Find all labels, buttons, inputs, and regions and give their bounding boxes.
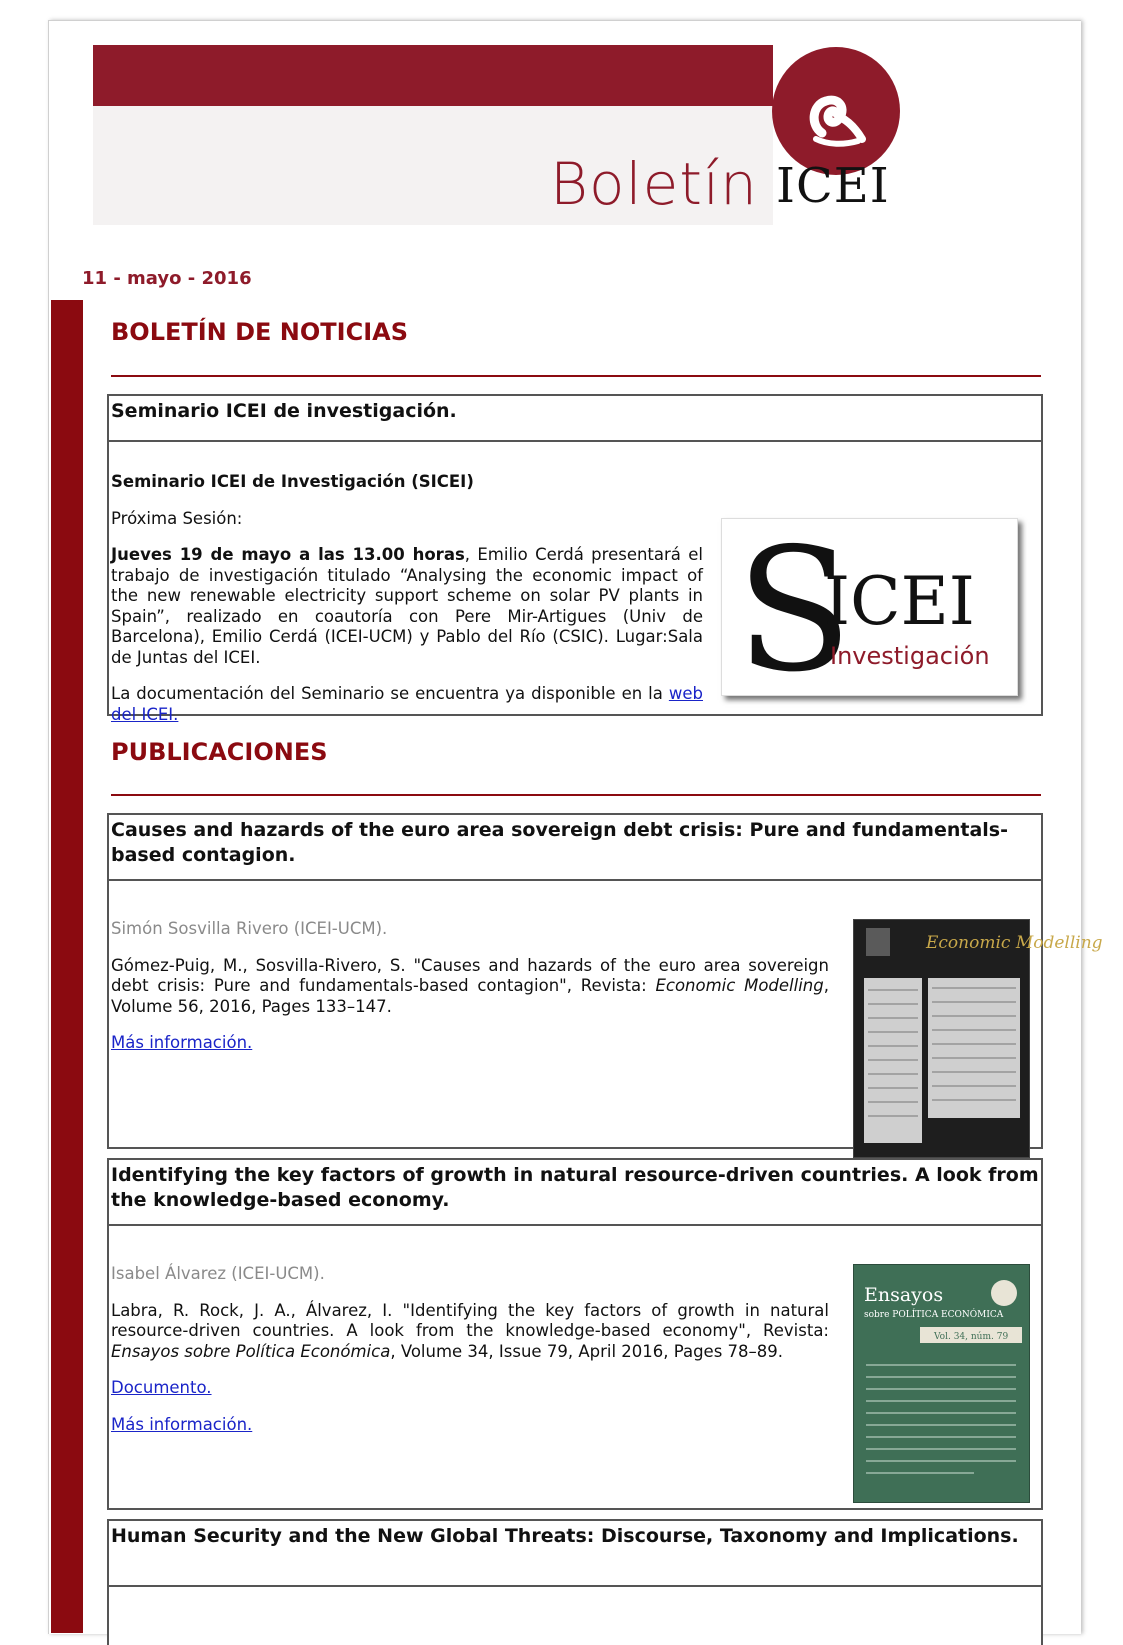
publication-links (111, 1378, 829, 1399)
cover-title: Ensayos (864, 1284, 944, 1306)
section-title-publicaciones: PUBLICACIONES (111, 738, 328, 766)
section-divider (111, 794, 1041, 796)
news-doc-text (111, 684, 703, 725)
news-card-seminario (107, 394, 1043, 724)
publication-card-1 (107, 813, 1103, 1149)
cover-volume: Vol. 34, núm. 79 (934, 1332, 1009, 1342)
news-doc-sentence: La documentación del Seminario se encuentra ya disponible en la (111, 684, 663, 703)
news-session-desc: , Emilio Cerdá presentará el trabajo de investigación titulado “Analysing the economic impact of the new renewable electricity support scheme on solar PV plants in Spain”, realizado en coautoría con Pere Mir-Artigues (Univ de Barcelona), Emilio Cerdá (ICEI-UCM) y Pablo del Río (CSIC). Lugar:Sala de Juntas del ICEI. (111, 545, 703, 667)
logo-text: ICEI (776, 158, 890, 214)
publication-title: Human Security and the New Global Threats: Discourse, Taxonomy and Implications. (109, 1521, 1041, 1587)
banner-title: Boletín (550, 150, 758, 218)
section-divider (111, 375, 1041, 377)
icei-logo-icon (772, 47, 900, 175)
publication-title: Causes and hazards of the euro area sovereign debt crisis: Pure and fundamentals-based contagion. (109, 815, 1041, 881)
publication-author: Simón Sosvilla Rivero (ICEI-UCM). (111, 919, 388, 938)
sicei-big-letter: S (736, 512, 853, 710)
cover-title: Economic Modelling (926, 933, 1103, 953)
publication-card-3 (107, 1519, 1043, 1645)
sicei-sub: Investigación (830, 642, 990, 670)
publication-citation (111, 1301, 829, 1363)
sicei-word: ICEI (824, 563, 975, 640)
news-session-text (111, 545, 703, 668)
ensayos-cover (853, 1264, 1030, 1503)
newsletter-date: 11 - mayo - 2016 (82, 268, 252, 289)
more-info-link[interactable]: Más información. (111, 1414, 253, 1434)
publication-card-2 (107, 1158, 1043, 1510)
citation-text: Gómez-Puig, M., Sosvilla-Rivero, S. "Causes and hazards of the euro area sovereign debt crisis: Pure and fundamentals-based contagion", Revista: (111, 955, 829, 995)
news-session-date: Jueves 19 de mayo a las 13.00 horas (111, 545, 465, 564)
citation-details: , Volume 56, 2016, Pages 133–147. (111, 976, 829, 1016)
publication-citation (111, 956, 829, 1018)
icei-web-link[interactable]: web del ICEI. (111, 684, 703, 724)
sicei-image (721, 512, 1018, 710)
news-body (109, 442, 1041, 725)
news-title: Seminario ICEI de investigación. (109, 396, 1041, 442)
more-info-link[interactable]: Más información. (111, 1033, 253, 1052)
news-next-session: Próxima Sesión: (111, 508, 243, 528)
section-title-noticias: BOLETÍN DE NOTICIAS (111, 318, 408, 346)
publication-title: Identifying the key factors of growth in natural resource-driven countries. A look from the knowledge-based economy. (109, 1160, 1041, 1226)
journal-name: Ensayos sobre Política Económica (111, 1341, 391, 1361)
publication-author: Isabel Álvarez (ICEI-UCM). (111, 1264, 325, 1283)
cover-subtitle: sobre POLÍTICA ECONÓMICA (864, 1310, 1004, 1320)
left-accent-bar (51, 300, 83, 1633)
citation-details: , Volume 34, Issue 79, April 2016, Pages 78–89. (390, 1341, 784, 1361)
journal-name: Economic Modelling (655, 976, 824, 995)
document-link[interactable]: Documento. (111, 1378, 212, 1397)
news-subtitle: Seminario ICEI de Investigación (SICEI) (111, 472, 474, 491)
publication-links (111, 1033, 829, 1054)
economic-modelling-cover (853, 919, 1103, 1158)
citation-text: Labra, R. Rock, J. A., Álvarez, I. "Identifying the key factors of growth in natural resource-driven countries. A look from the knowledge-based economy", Revista: (111, 1300, 829, 1340)
publication-links (111, 1415, 829, 1436)
publication-body (109, 1226, 1041, 1435)
publication-body (109, 881, 1103, 1054)
